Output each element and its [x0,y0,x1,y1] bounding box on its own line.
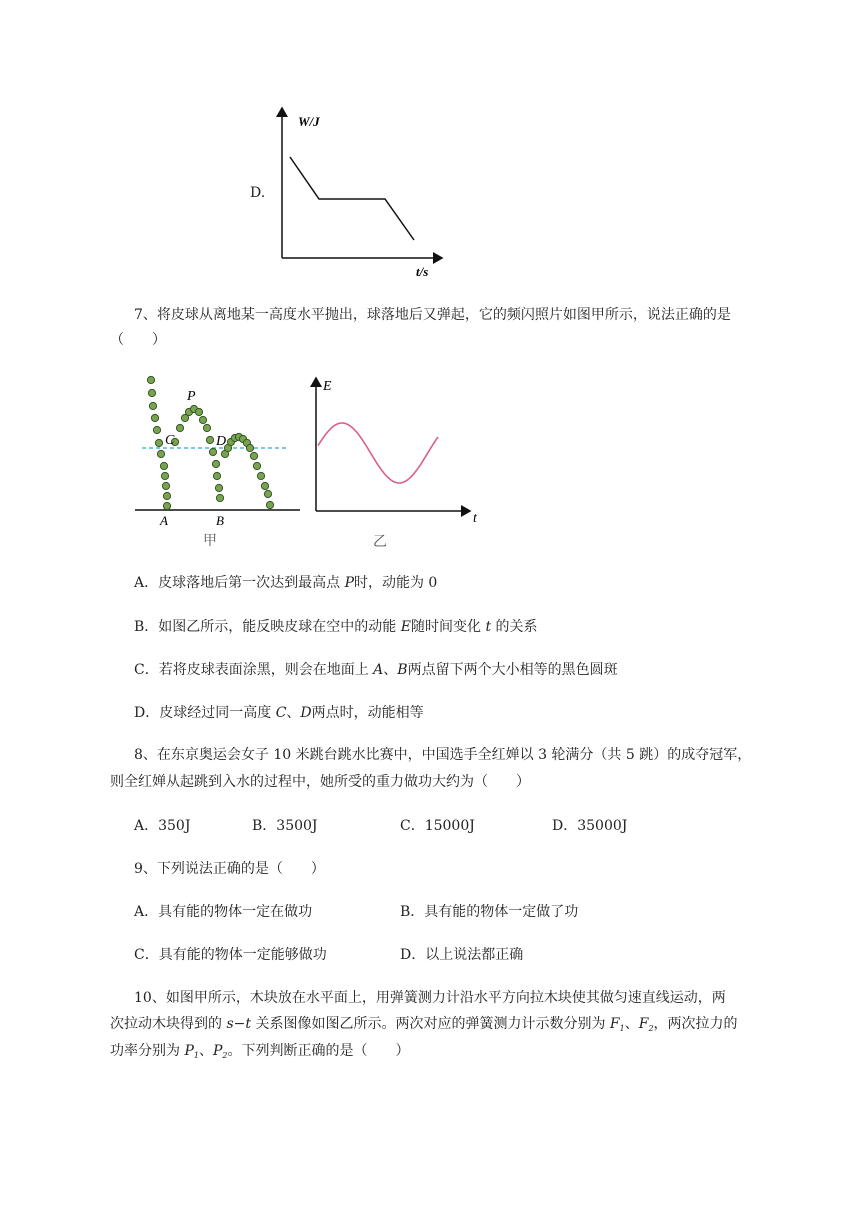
ball-image [157,450,164,457]
caption-yi: 乙 [373,535,387,550]
q7-stem-line2: （ ） [110,332,166,348]
q8-option-b[interactable]: B．3500J [252,818,318,834]
q8-option-d[interactable]: D．35000J [552,818,628,834]
label-P: P [187,389,196,404]
q9-option-a[interactable]: A．具有能的物体一定在做功 [134,904,313,920]
option-d-label: D. [250,185,266,201]
ball-image [148,389,155,396]
q7-option-d[interactable]: D．皮球经过同一高度 C、D两点时，动能相等 [134,705,424,721]
work-line [290,157,414,240]
ball-image [209,448,216,455]
ball-image [163,492,170,499]
q8-stem-line2: 则全红婵从起跳到入水的过程中，她所受的重力做功大约为（ ） [110,774,530,790]
ball-image [161,472,168,479]
label-D: D [216,434,227,449]
ball-image [216,494,223,501]
label-C: C [165,433,175,448]
q8-stem-line1: 8、在东京奥运会女子 10 米跳台跳水比赛中，中国选手全红婵以 3 轮满分（共 5 跳）的成夺冠军， [134,747,752,763]
ball-image [163,502,170,509]
ball-image [212,460,219,467]
q7-option-a[interactable]: A．皮球落地后第一次达到最高点 P时，动能为 0 [134,575,438,591]
energy-curve [318,423,438,483]
y-axis-label: W/J [298,114,320,129]
x-axis-label: t/s [416,264,429,279]
q9-stem: 9、下列说法正确的是（ ） [134,861,325,877]
q7-figure-jia [130,368,305,548]
x-axis-label: t [473,511,477,526]
ball-image [261,482,268,489]
ball-image [257,472,264,479]
ball-image [151,414,158,421]
ball-image [250,452,257,459]
ball-image [203,424,210,431]
ball-image [264,490,271,497]
q9-option-d[interactable]: D．以上说法都正确 [400,947,524,963]
ball-image [195,408,202,415]
q9-option-c[interactable]: C．具有能的物体一定能够做功 [134,947,327,963]
q10-line2: 次拉动木块得到的 s−t 关系图像如图乙所示。两次对应的弹簧测力计示数分别为 $F_1$、$F_2$，两次拉力的 [110,1016,738,1033]
ball-image [206,436,213,443]
q7-stem-line1: 7、将皮球从离地某一高度水平抛出，球落地后又弹起，它的频闪照片如图甲所示，说法正确的是 [134,307,731,323]
ball-image [215,484,222,491]
y-axis-label: E [323,379,332,394]
option-d-graph [270,100,450,280]
q7-figure-yi [305,368,485,550]
ball-image [246,444,253,451]
ball-image [213,472,220,479]
ball-image [253,462,260,469]
ball-image [160,462,167,469]
ball-image [199,416,206,423]
q10-line3: 功率分别为 $P_1$、$P_2$。下列判断正确的是（ ） [110,1043,410,1060]
ball-image [149,402,156,409]
q9-option-b[interactable]: B．具有能的物体一定做了功 [400,904,579,920]
label-A: A [160,513,168,528]
ball-image [176,424,183,431]
ball-image [266,501,273,508]
ball-image [147,376,154,383]
q7-option-b[interactable]: B．如图乙所示，能反映皮球在空中的动能 E随时间变化 t 的关系 [134,619,538,635]
q10-line1: 10、如图甲所示，木块放在水平面上，用弹簧测力计沿水平方向拉木块使其做匀速直线运动，两 [134,990,726,1006]
caption-jia: 甲 [203,534,217,548]
q7-option-c[interactable]: C．若将皮球表面涂黑，则会在地面上 A、B两点留下两个大小相等的黑色圆斑 [134,662,618,678]
ball-image [162,482,169,489]
ball-image [155,439,162,446]
label-B: B [216,513,224,528]
q8-option-a[interactable]: A．350J [134,818,191,834]
ball-image [153,426,160,433]
q8-option-c[interactable]: C．15000J [400,818,475,834]
